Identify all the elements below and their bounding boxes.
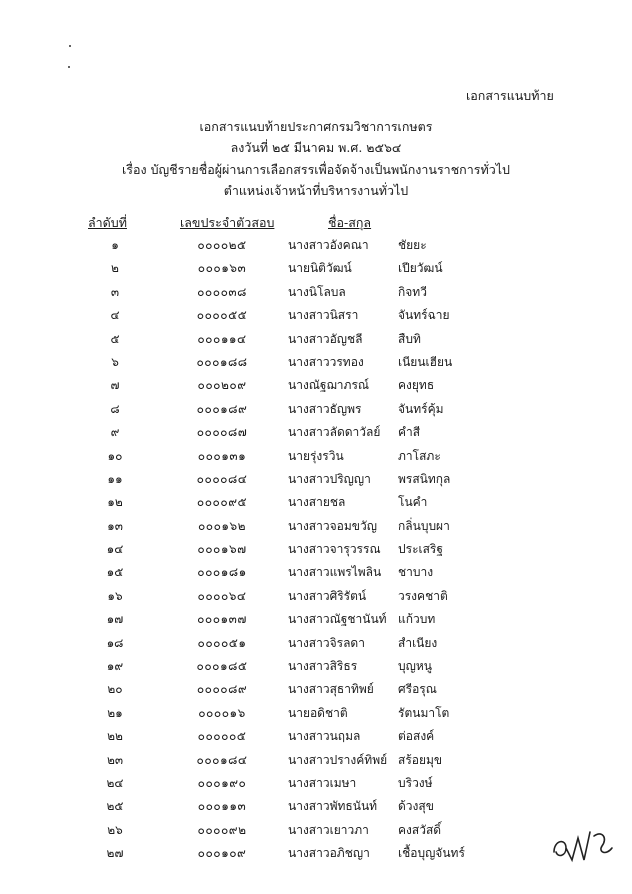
first-name: นายนิติวัฒน์ [288, 261, 352, 276]
row-number: ๑๘ [106, 635, 124, 650]
exam-id: ๐๐๐๐๘๗ [196, 425, 248, 440]
table-row [0, 563, 632, 586]
row-number: ๒๐ [107, 682, 123, 697]
first-name: นางสาวอภิชญา [288, 846, 370, 861]
exam-id: ๐๐๐๑๖๗ [197, 542, 247, 557]
table-row [0, 774, 632, 797]
first-name: นางนิโลบล [288, 284, 346, 299]
table-row [0, 376, 632, 399]
table-row [0, 821, 632, 844]
row-number: ๑๙ [106, 659, 124, 674]
table-row [0, 423, 632, 446]
last-name: สำเนียง [398, 635, 438, 650]
exam-id: ๐๐๐๑๘๔ [196, 752, 248, 767]
exam-id: ๐๐๐๐๙๕ [196, 495, 248, 510]
first-name: นางสาวนฤมล [288, 729, 361, 744]
first-name: นางสาวปริญญา [288, 471, 371, 486]
last-name: ต่อสงค์ [398, 729, 435, 744]
row-number: ๑ [111, 238, 119, 252]
exam-id: ๐๐๐๑๘๑ [197, 565, 247, 580]
last-name: พรสนิทกุล [398, 471, 451, 486]
first-name: นางสาวอัญชลี [288, 331, 363, 346]
first-name: นางสาวณัฐชานันท์ [288, 612, 387, 627]
first-name: นางสาวลัดดาวัลย์ [288, 425, 381, 440]
table-row [0, 587, 632, 610]
first-name: นางสาวอังคณา [288, 238, 369, 252]
column-header-name: ชื่อ-สกุล [328, 215, 372, 230]
exam-id: ๐๐๐๑๖๒ [197, 518, 247, 533]
last-name: ประเสริฐ [398, 542, 443, 557]
last-name: โนคำ [398, 495, 428, 510]
row-number: ๕ [110, 331, 120, 346]
row-number: ๗ [110, 378, 120, 393]
row-number: ๑๒ [107, 495, 123, 510]
exam-id: ๐๐๐๑๓๑ [197, 448, 247, 463]
row-number: ๖ [111, 354, 119, 369]
scan-speck [68, 66, 70, 68]
table-row [0, 259, 632, 282]
first-name: นางณัฐฌาภรณ์ [288, 378, 370, 393]
table-row [0, 634, 632, 657]
exam-id: ๐๐๐๑๖๓ [197, 261, 247, 276]
table-row [0, 680, 632, 703]
table-row [0, 797, 632, 820]
last-name: จันทร์คุ้ม [398, 401, 444, 416]
last-name: ชัยยะ [398, 238, 427, 252]
table-row [0, 330, 632, 353]
exam-id: ๐๐๐๐๒๕ [197, 238, 247, 252]
first-name: นางสาวเยาวภา [288, 822, 369, 837]
row-number: ๒๕ [106, 799, 124, 814]
document-title: เอกสารแนบท้ายประกาศกรมวิชาการเกษตร [199, 119, 433, 134]
table-row [0, 540, 632, 563]
table-row [0, 844, 632, 867]
first-name: นางสาวปรางค์ทิพย์ [288, 752, 388, 767]
last-name: เนียนเฮียน [398, 354, 453, 369]
row-number: ๒๒ [107, 729, 123, 744]
row-number: ๑๑ [107, 471, 123, 486]
first-name: นางสาวสิริธร [288, 659, 358, 674]
row-number: ๑๔ [106, 542, 124, 557]
exam-id: ๐๐๐๐๑๖ [198, 705, 246, 720]
table-row [0, 470, 632, 493]
first-name: นางสาวธัญพร [288, 401, 362, 416]
first-name: นายรุ่งรวิน [288, 448, 344, 463]
last-name: คำสี [398, 425, 421, 440]
first-name: นางสาวพัทธนันท์ [288, 799, 378, 814]
row-number: ๒ [111, 261, 119, 276]
table-row [0, 610, 632, 633]
last-name: บริวงษ์ [398, 775, 433, 790]
exam-id: ๐๐๐๑๘๙ [196, 401, 248, 416]
row-number: ๓ [110, 284, 120, 299]
exam-id: ๐๐๐๐๖๔ [197, 588, 247, 603]
table-row [0, 657, 632, 680]
last-name: ภาโสภะ [398, 448, 441, 463]
table-row [0, 353, 632, 376]
last-name: วรงคชาติ [398, 588, 448, 603]
last-name: แก้วบท [398, 612, 436, 627]
last-name: บุญหนู [398, 659, 432, 674]
row-number: ๘ [110, 401, 120, 416]
last-name: คงสวัสดิ์ [398, 822, 442, 837]
table-row [0, 236, 632, 259]
table-row [0, 704, 632, 727]
first-name: นางสาวเมษา [288, 775, 357, 790]
first-name: นางสาวจารุวรรณ [288, 542, 381, 557]
column-header-exam-id: เลขประจำตัวสอบ [180, 215, 275, 230]
table-row [0, 751, 632, 774]
exam-id: ๐๐๐๐๐๕ [197, 729, 247, 744]
first-name: นางสาวสุธาทิพย์ [288, 682, 374, 697]
table-row [0, 400, 632, 423]
exam-id: ๐๐๐๐๙๒ [197, 822, 247, 837]
date-line: ลงวันที่ ๒๕ มีนาคม พ.ศ. ๒๕๖๔ [230, 140, 402, 155]
last-name: เชื้อบุญจันทร์ [398, 846, 465, 861]
table-row [0, 727, 632, 750]
first-name: นางสาววรทอง [288, 354, 364, 369]
handwritten-initials [548, 818, 618, 866]
scan-speck [69, 45, 71, 47]
exam-id: ๐๐๐๑๑๓ [197, 799, 247, 814]
position-line: ตำแหน่งเจ้าหน้าที่บริหารงานทั่วไป [223, 183, 409, 198]
row-number: ๒๓ [106, 752, 124, 767]
last-name: ชาบาง [398, 565, 434, 580]
row-number: ๒๔ [106, 775, 124, 790]
first-name: นายอดิชาติ [288, 705, 348, 720]
last-name: ศรีอรุณ [398, 682, 437, 697]
first-name: นางสาวนิสรา [288, 308, 359, 323]
exam-id: ๐๐๐๐๕๑ [197, 635, 247, 650]
first-name: นางสาวศิริรัตน์ [288, 588, 367, 603]
first-name: นางสาวแพรไพลิน [288, 565, 382, 580]
row-number: ๒๖ [107, 822, 123, 837]
last-name: คงยุทธ [398, 378, 435, 393]
attachment-label: เอกสารแนบท้าย [466, 88, 554, 103]
subject-line: เรื่อง บัญชีรายชื่อผู้ผ่านการเลือกสรรเพื่อจัดจ้างเป็นพนักงานราชการทั่วไป [122, 162, 510, 177]
exam-id: ๐๐๐๐๓๘ [197, 284, 247, 299]
row-number: ๙ [110, 425, 120, 440]
row-number: ๑๖ [107, 588, 123, 603]
exam-id: ๐๐๐๒๐๙ [197, 378, 247, 393]
last-name: สร้อยมุข [398, 752, 443, 767]
exam-id: ๐๐๐๐๕๕ [196, 308, 248, 323]
exam-id: ๐๐๐๑๐๙ [197, 846, 247, 861]
exam-id: ๐๐๐๑๓๗ [197, 612, 247, 627]
first-name: นางสาวจิรลดา [288, 635, 365, 650]
table-row [0, 306, 632, 329]
exam-id: ๐๐๐๑๙๐ [197, 775, 247, 790]
table-row [0, 517, 632, 540]
first-name: นางสายชล [288, 495, 346, 510]
row-number: ๒๗ [106, 846, 124, 861]
exam-id: ๐๐๐๑๘๘ [196, 354, 248, 369]
last-name: เปียวัฒน์ [398, 261, 443, 276]
last-name: สืบทิ [398, 331, 421, 346]
exam-id: ๐๐๐๐๘๙ [196, 682, 248, 697]
first-name: นางสาวจอมขวัญ [288, 518, 377, 533]
exam-id: ๐๐๐๐๘๔ [196, 471, 248, 486]
table-row [0, 447, 632, 470]
table-row [0, 493, 632, 516]
exam-id: ๐๐๐๑๑๔ [197, 331, 247, 346]
row-number: ๔ [110, 308, 120, 323]
row-number: ๑๕ [106, 565, 124, 580]
last-name: จันทร์ฉาย [398, 308, 450, 323]
row-number: ๑๐ [107, 448, 123, 463]
candidate-list [0, 236, 632, 868]
column-header-no: ลำดับที่ [88, 215, 127, 230]
table-row [0, 283, 632, 306]
row-number: ๒๑ [107, 705, 123, 720]
row-number: ๑๗ [106, 612, 124, 627]
last-name: ด้วงสุข [398, 799, 434, 814]
last-name: รัตนมาโต [398, 705, 450, 720]
exam-id: ๐๐๐๑๘๕ [196, 659, 248, 674]
row-number: ๑๓ [107, 518, 123, 533]
last-name: กลิ่นบุบผา [398, 518, 450, 533]
last-name: กิจทวี [398, 284, 427, 299]
